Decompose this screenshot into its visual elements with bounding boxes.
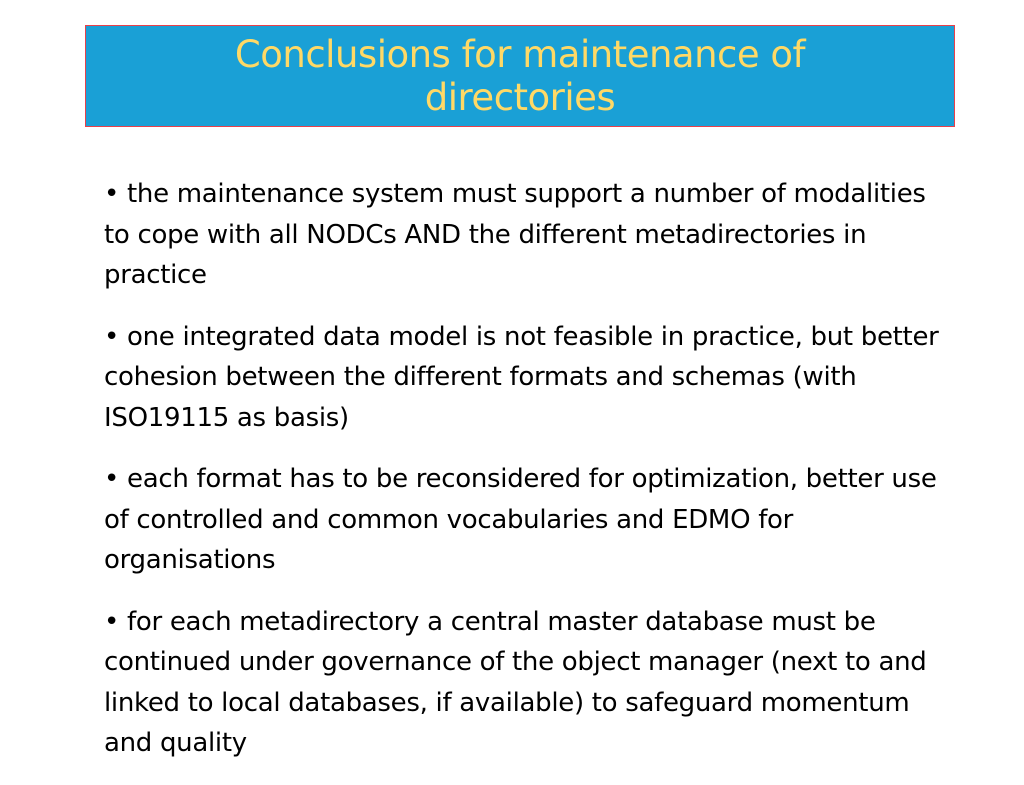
bullet-list (104, 174, 944, 785)
bullet-item-maintenance-system: • the maintenance system must support a number of modalities to cope with all NODCs AND the different metadirectories in practice (104, 179, 926, 290)
bullet-item-data-model: • one integrated data model is not feasible in practice, but better cohesion between the different formats and schemas (with ISO19115 as basis) (104, 321, 939, 433)
slide-title: Conclusions for maintenance of directories (234, 33, 806, 119)
bullet-item-format-optimization: • each format has to be reconsidered for optimization, better use of controlled and common vocabularies and EDMO for organisations (104, 464, 937, 575)
title-banner (85, 25, 955, 127)
bullet-item-master-database: • for each metadirectory a central master database must be continued under governance of the object manager (next to and linked to local databases, if available) to safeguard momentum and quality (104, 606, 927, 758)
